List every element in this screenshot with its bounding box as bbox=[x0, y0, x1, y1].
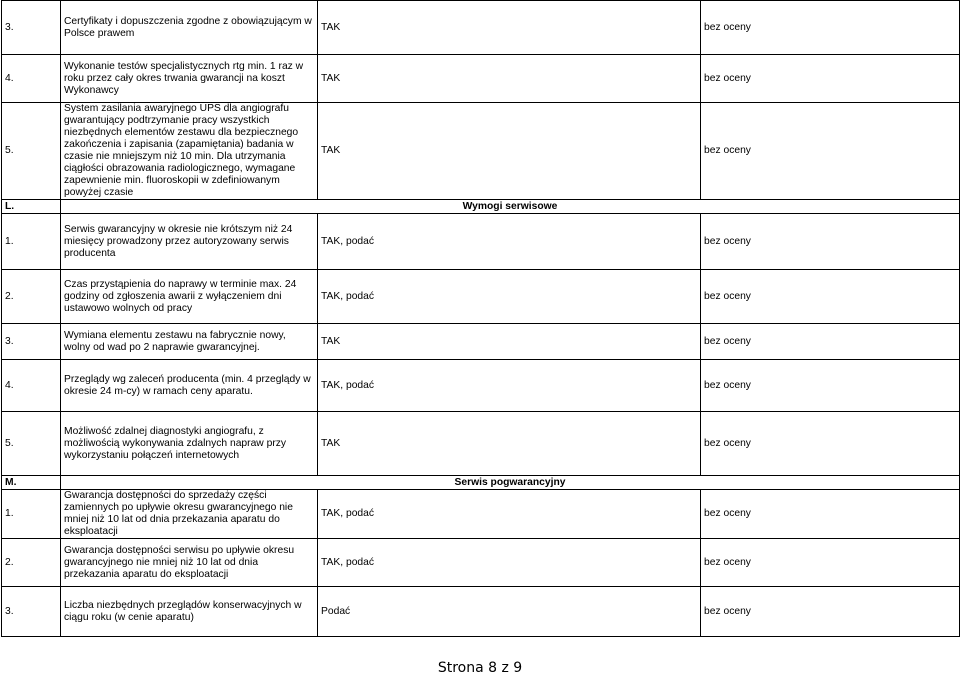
table-row bbox=[2, 412, 960, 476]
row-requirement: TAK, podać bbox=[318, 214, 701, 270]
row-requirement: TAK bbox=[318, 412, 701, 476]
section-title: Serwis pogwarancyjny bbox=[61, 476, 960, 490]
page-number: Strona 8 z 9 bbox=[437, 660, 523, 676]
row-evaluation: bez oceny bbox=[701, 539, 960, 587]
row-requirement: TAK, podać bbox=[318, 360, 701, 412]
row-evaluation: bez oceny bbox=[701, 360, 960, 412]
row-number: 5. bbox=[2, 412, 61, 476]
table-row bbox=[2, 360, 960, 412]
table-row bbox=[2, 1, 960, 55]
row-number: 2. bbox=[2, 270, 61, 324]
row-requirement: TAK, podać bbox=[318, 490, 701, 539]
row-description: Wykonanie testów specjalistycznych rtg min. 1 raz w roku przez cały okres trwania gwarancji na koszt Wykonawcy bbox=[61, 55, 318, 103]
row-requirement: TAK bbox=[318, 103, 701, 200]
section-header-row bbox=[2, 476, 960, 490]
row-requirement: TAK, podać bbox=[318, 270, 701, 324]
row-description: Liczba niezbędnych przeglądów konserwacyjnych w ciągu roku (w cenie aparatu) bbox=[61, 587, 318, 637]
table-row bbox=[2, 270, 960, 324]
row-number: 3. bbox=[2, 1, 61, 55]
row-evaluation: bez oceny bbox=[701, 587, 960, 637]
row-evaluation: bez oceny bbox=[701, 214, 960, 270]
row-number: 3. bbox=[2, 324, 61, 360]
section-header-row bbox=[2, 200, 960, 214]
row-number: 2. bbox=[2, 539, 61, 587]
row-evaluation: bez oceny bbox=[701, 1, 960, 55]
row-description: Wymiana elementu zestawu na fabrycznie nowy, wolny od wad po 2 naprawie gwarancyjnej. bbox=[61, 324, 318, 360]
row-number: 1. bbox=[2, 490, 61, 539]
section-letter: L. bbox=[2, 200, 61, 214]
row-evaluation: bez oceny bbox=[701, 270, 960, 324]
row-number: 4. bbox=[2, 55, 61, 103]
row-description: Certyfikaty i dopuszczenia zgodne z obowiązującym w Polsce prawem bbox=[61, 1, 318, 55]
row-evaluation: bez oceny bbox=[701, 103, 960, 200]
table-row bbox=[2, 490, 960, 539]
table-row bbox=[2, 587, 960, 637]
row-requirement: TAK bbox=[318, 324, 701, 360]
row-requirement: TAK bbox=[318, 55, 701, 103]
row-requirement: Podać bbox=[318, 587, 701, 637]
table-row bbox=[2, 103, 960, 200]
section-letter: M. bbox=[2, 476, 61, 490]
row-number: 1. bbox=[2, 214, 61, 270]
row-evaluation: bez oceny bbox=[701, 324, 960, 360]
row-description: Przeglądy wg zaleceń producenta (min. 4 przeglądy w okresie 24 m-cy) w ramach ceny aparatu. bbox=[61, 360, 318, 412]
table-row bbox=[2, 539, 960, 587]
row-description: Czas przystąpienia do naprawy w terminie max. 24 godziny od zgłoszenia awarii z wyłączeniem dni ustawowo wolnych od pracy bbox=[61, 270, 318, 324]
row-number: 4. bbox=[2, 360, 61, 412]
row-description: System zasilania awaryjnego UPS dla angiografu gwarantujący podtrzymanie pracy wszystkich niezbędnych elementów zestawu dla bezpiecznego zakończenia i zapisania (zapamiętania) badania w czasie nie mniejszym niż 10 min. Dla utrzymania ciągłości obrazowania radiologicznego, wymagane zapewnienie min. fluoroskopii w zdefiniowanym powyżej czasie bbox=[61, 103, 318, 200]
row-requirement: TAK bbox=[318, 1, 701, 55]
table-row bbox=[2, 214, 960, 270]
row-description: Gwarancja dostępności do sprzedaży części zamiennych po upływie okresu gwarancyjnego nie mniej niż 10 lat od dnia przekazania aparatu do eksploatacji bbox=[61, 490, 318, 539]
row-description: Możliwość zdalnej diagnostyki angiografu, z możliwością wykonywania zdalnych napraw przy wykorzystaniu połączeń internetowych bbox=[61, 412, 318, 476]
row-description: Serwis gwarancyjny w okresie nie krótszym niż 24 miesięcy prowadzony przez autoryzowany serwis producenta bbox=[61, 214, 318, 270]
table-row bbox=[2, 324, 960, 360]
row-evaluation: bez oceny bbox=[701, 412, 960, 476]
row-requirement: TAK, podać bbox=[318, 539, 701, 587]
section-title: Wymogi serwisowe bbox=[61, 200, 960, 214]
row-evaluation: bez oceny bbox=[701, 55, 960, 103]
table-row bbox=[2, 55, 960, 103]
specification-table bbox=[1, 0, 960, 637]
row-number: 3. bbox=[2, 587, 61, 637]
row-number: 5. bbox=[2, 103, 61, 200]
row-evaluation: bez oceny bbox=[701, 490, 960, 539]
row-description: Gwarancja dostępności serwisu po upływie okresu gwarancyjnego nie mniej niż 10 lat od dnia przekazania aparatu do eksploatacji bbox=[61, 539, 318, 587]
